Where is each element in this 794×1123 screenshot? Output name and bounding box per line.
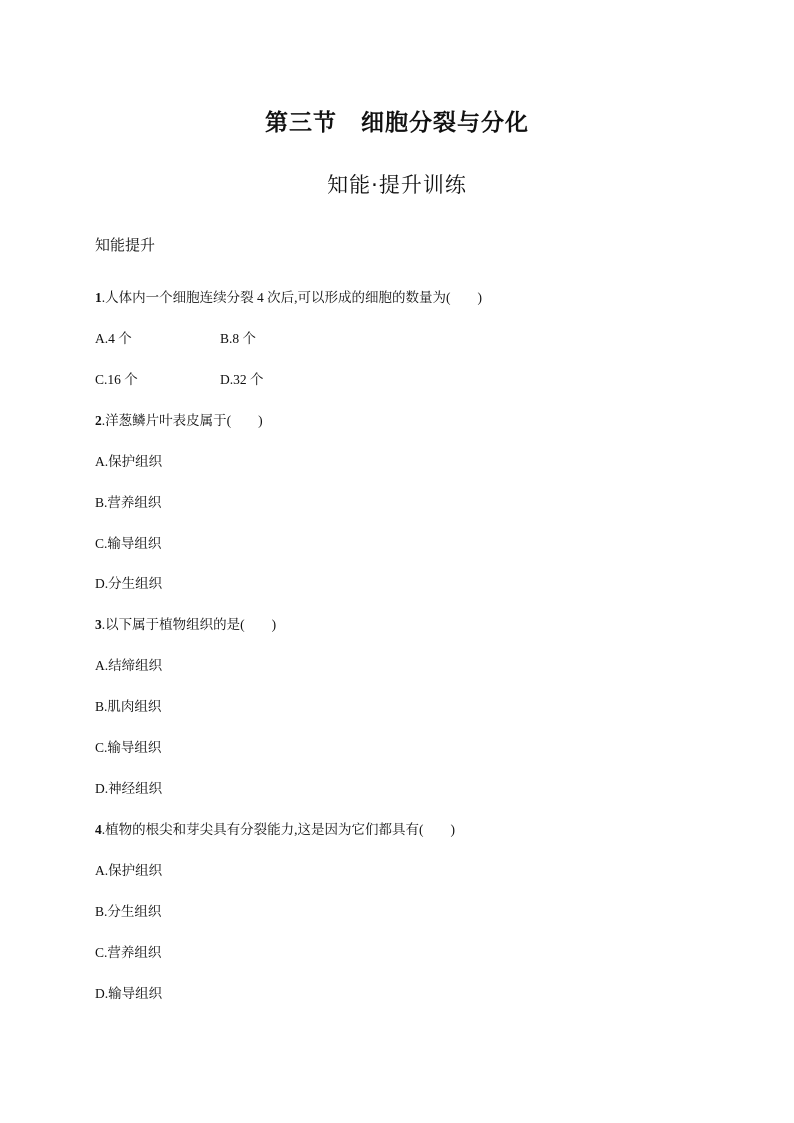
- question-2-option-d: D.分生组织: [95, 576, 163, 591]
- page-title: 第三节 细胞分裂与分化: [265, 110, 529, 136]
- question-3-option-d: D.神经组织: [95, 781, 163, 796]
- question-3-option-a: A.结缔组织: [95, 658, 163, 673]
- question-4-option-c: C.营养组织: [95, 945, 162, 960]
- question-2-option-b: B.营养组织: [95, 495, 162, 510]
- question-text: .人体内一个细胞连续分裂 4 次后,可以形成的细胞的数量为( ): [101, 290, 482, 305]
- question-text: .洋葱鳞片叶表皮属于( ): [101, 413, 263, 428]
- question-number: 3: [95, 617, 102, 632]
- question-4-stem: [95, 818, 455, 838]
- question-1-option-d: D.32 个: [220, 372, 264, 387]
- question-4-option-b: B.分生组织: [95, 904, 162, 919]
- question-4-option-a: A.保护组织: [95, 863, 163, 878]
- question-4-option-d: D.输导组织: [95, 986, 163, 1001]
- question-1-option-a: A.4 个: [95, 331, 132, 346]
- question-3-option-c: C.输导组织: [95, 740, 162, 755]
- question-3-option-b: B.肌肉组织: [95, 699, 162, 714]
- question-2-option-c: C.输导组织: [95, 536, 162, 551]
- question-number: 1: [95, 290, 102, 305]
- question-text: .以下属于植物组织的是( ): [101, 617, 277, 632]
- question-2-stem: [95, 409, 263, 429]
- question-1-option-c: C.16 个: [95, 372, 138, 387]
- page-subtitle: 知能·提升训练: [327, 173, 467, 197]
- question-2-option-a: A.保护组织: [95, 454, 163, 469]
- question-3-stem: [95, 613, 276, 633]
- section-heading: 知能提升: [95, 236, 156, 254]
- question-1-stem: [95, 286, 482, 306]
- question-text: .植物的根尖和芽尖具有分裂能力,这是因为它们都具有( ): [101, 822, 455, 837]
- question-number: 4: [95, 822, 102, 837]
- question-1-option-b: B.8 个: [220, 331, 257, 346]
- question-number: 2: [95, 413, 102, 428]
